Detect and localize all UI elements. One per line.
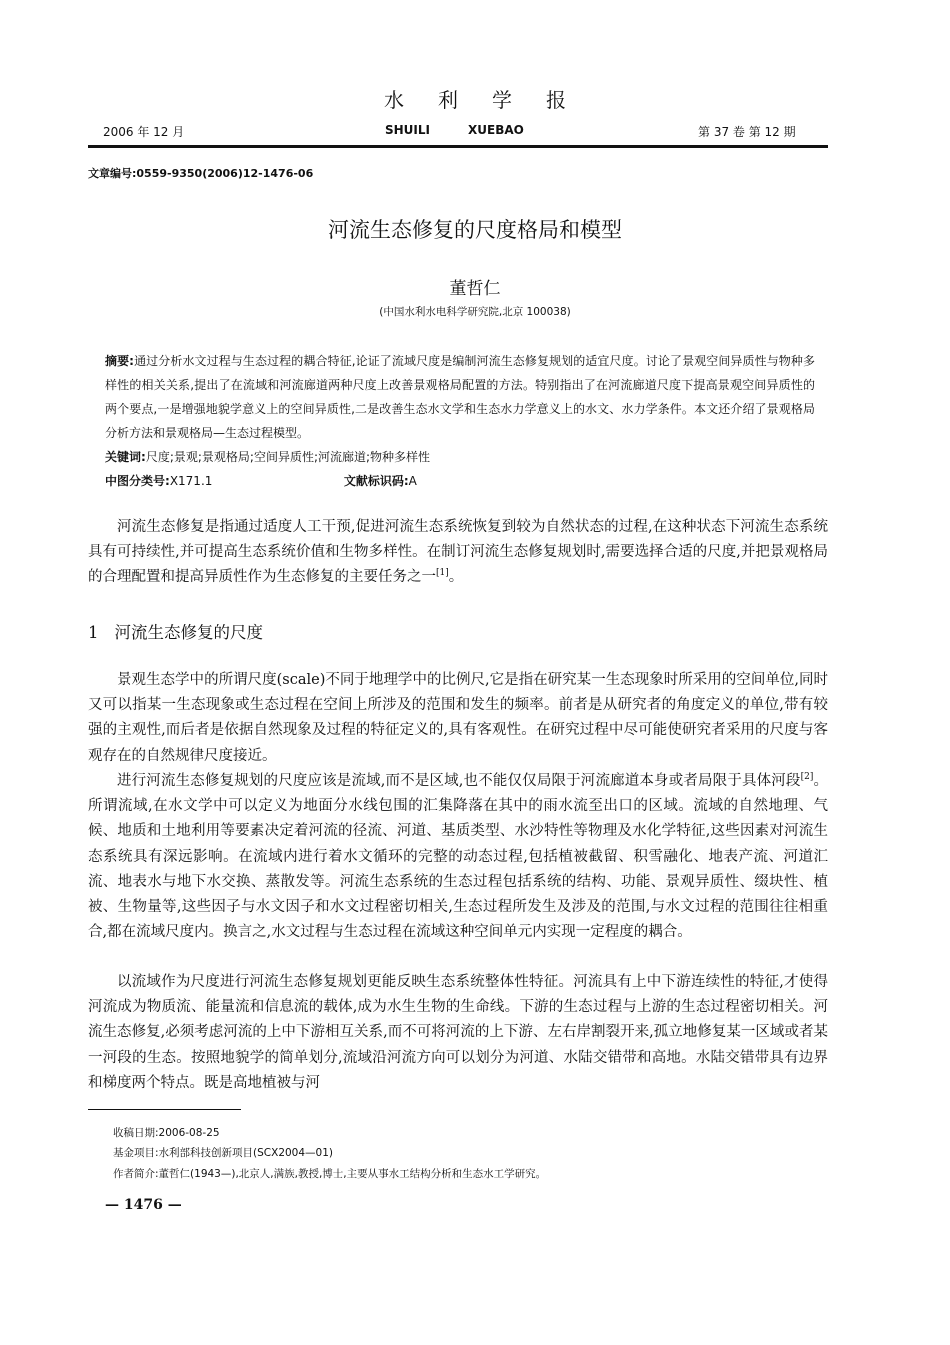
section-title: 河流生态修复的尺度 [114,623,263,642]
keywords-label: 关键词: [105,450,146,464]
body-paragraph: 以流域作为尺度进行河流生态修复规划更能反映生态系统整体性特征。河流具有上中下游连续性的特征,才使得河流成为物质流、能量流和信息流的载体,成为水生生物的生命线。下游的生态过程与上游的生态过程密切相关。河流生态修复,必须考虑河流的上中下游相互关系,而不可将河流的上下游、左右岸割裂开来,孤立地修复某一区域或者某一河段的生态。按照地貌学的简单划分,流域沿河流方向可以划分为河道、水陆交错带和高地。水陆交错带具有边界和梯度两个特点。既是高地植被与河 [88,974,828,1091]
header-rule [88,145,828,148]
journal-name-cn: 水利学报 [384,88,600,112]
intro-paragraph [88,515,828,591]
abstract-text: 通过分析水文过程与生态过程的耦合特征,论证了流域尺度是编制河流生态修复规划的适宜尺度。讨论了景观空间异质性与物种多样性的相关关系,提出了在流域和河流廊道两种尺度上改善景观格局配置的方法。特别指出了在河流廊道尺度下提高景观空间异质性的两个要点,一是增强地貌学意义上的空间异质性,二是改善生态水文学和生态水力学意义上的水文、水力学条件。本文还介绍了景观格局分析方法和景观格局—生态过程模型。 [105,354,815,440]
footnote-author-bio: 作者简介:董哲仁(1943—),北京人,满族,教授,博士,主要从事水工结构分析和生态水工学研究。 [113,1168,547,1180]
citation-ref[interactable]: [2] [800,772,814,782]
footnote-received: 收稿日期:2006-08-25 [113,1127,220,1139]
author-name: 董哲仁 [449,279,501,299]
keywords-text: 尺度;景观;景观格局;空间异质性;河流廊道;物种多样性 [145,450,431,464]
classification-line [105,469,815,493]
page-number: — 1476 — [105,1197,182,1213]
keywords-line [105,445,815,469]
footnote-rule [88,1109,241,1110]
doc-code-value: A [408,474,417,488]
abstract-block [105,349,815,493]
intro-end: 。 [448,569,464,586]
citation-ref[interactable]: [1] [436,568,449,579]
section-number: 1 [88,623,99,642]
footnote-fund: 基金项目:水利部科技创新项目(SCX2004—01) [113,1147,334,1159]
clc-label: 中图分类号: [105,474,170,488]
abstract-label: 摘要: [105,354,134,368]
volume-issue: 第 37 卷 第 12 期 [698,125,796,139]
affiliation: (中国水利水电科学研究院,北京 100038) [379,306,571,318]
intro-text: 河流生态修复是指通过适度人工干预,促进河流生态系统恢复到较为自然状态的过程,在这种状态下河流生态系统具有可持续性,并可提高生态系统价值和生物多样性。在制订河流生态修复规划时,需要选择合适的尺度,并把景观格局的合理配置和提高异质性作为生态修复的主要任务之一 [88,519,828,586]
body-paragraph [88,769,828,945]
paper-title: 河流生态修复的尺度格局和模型 [328,218,622,242]
paragraph-text: 进行河流生态修复规划的尺度应该是流域,而不是区域,也不能仅仅局限于河流廊道本身或者局限于具体河段 [117,773,801,789]
doc-code-label: 文献标识码: [343,474,409,488]
article-number: 文章编号:0559-9350(2006)12-1476-06 [88,167,314,180]
clc-value: X171.1 [169,474,213,488]
journal-name-en-2: XUEBAO [468,123,524,137]
journal-name-en-1: SHUILI [385,123,431,137]
issue-date: 2006 年 12 月 [103,125,185,139]
body-paragraph: 景观生态学中的所谓尺度(scale)不同于地理学中的比例尺,它是指在研究某一生态现象时所采用的空间单位,同时又可以指某一生态现象或生态过程在空间上所涉及的范围和发生的频率。前者是从研究者的角度定义的单位,带有较强的主观性,而后者是依据自然现象及过程的特征定义的,具有客观性。在研究过程中尽可能使研究者采用的尺度与客观存在的自然规律尺度接近。 [88,672,828,764]
paragraph-text: 。所谓流域,在水文学中可以定义为地面分水线包围的汇集降落在其中的雨水流至出口的区域。流域的自然地理、气候、地质和土地利用等要素决定着河流的径流、河道、基质类型、水沙特性等物理及水化学特征,这些因素对河流生态系统具有深远影响。在流域内进行着水文循环的完整的动态过程,包括植被截留、积雪融化、地表产流、河道汇流、地表水与地下水交换、蒸散发等。河流生态系统的生态过程包括系统的结构、功能、景观异质性、缀块性、植被、生物量等,这些因子与水文因子和水文过程密切相关,生态过程所发生及涉及的范围,与水文过程的范围往往相重合,都在流域尺度内。换言之,水文过程与生态过程在流域这种空间单元内实现一定程度的耦合。 [88,773,828,941]
section-heading [88,619,263,643]
